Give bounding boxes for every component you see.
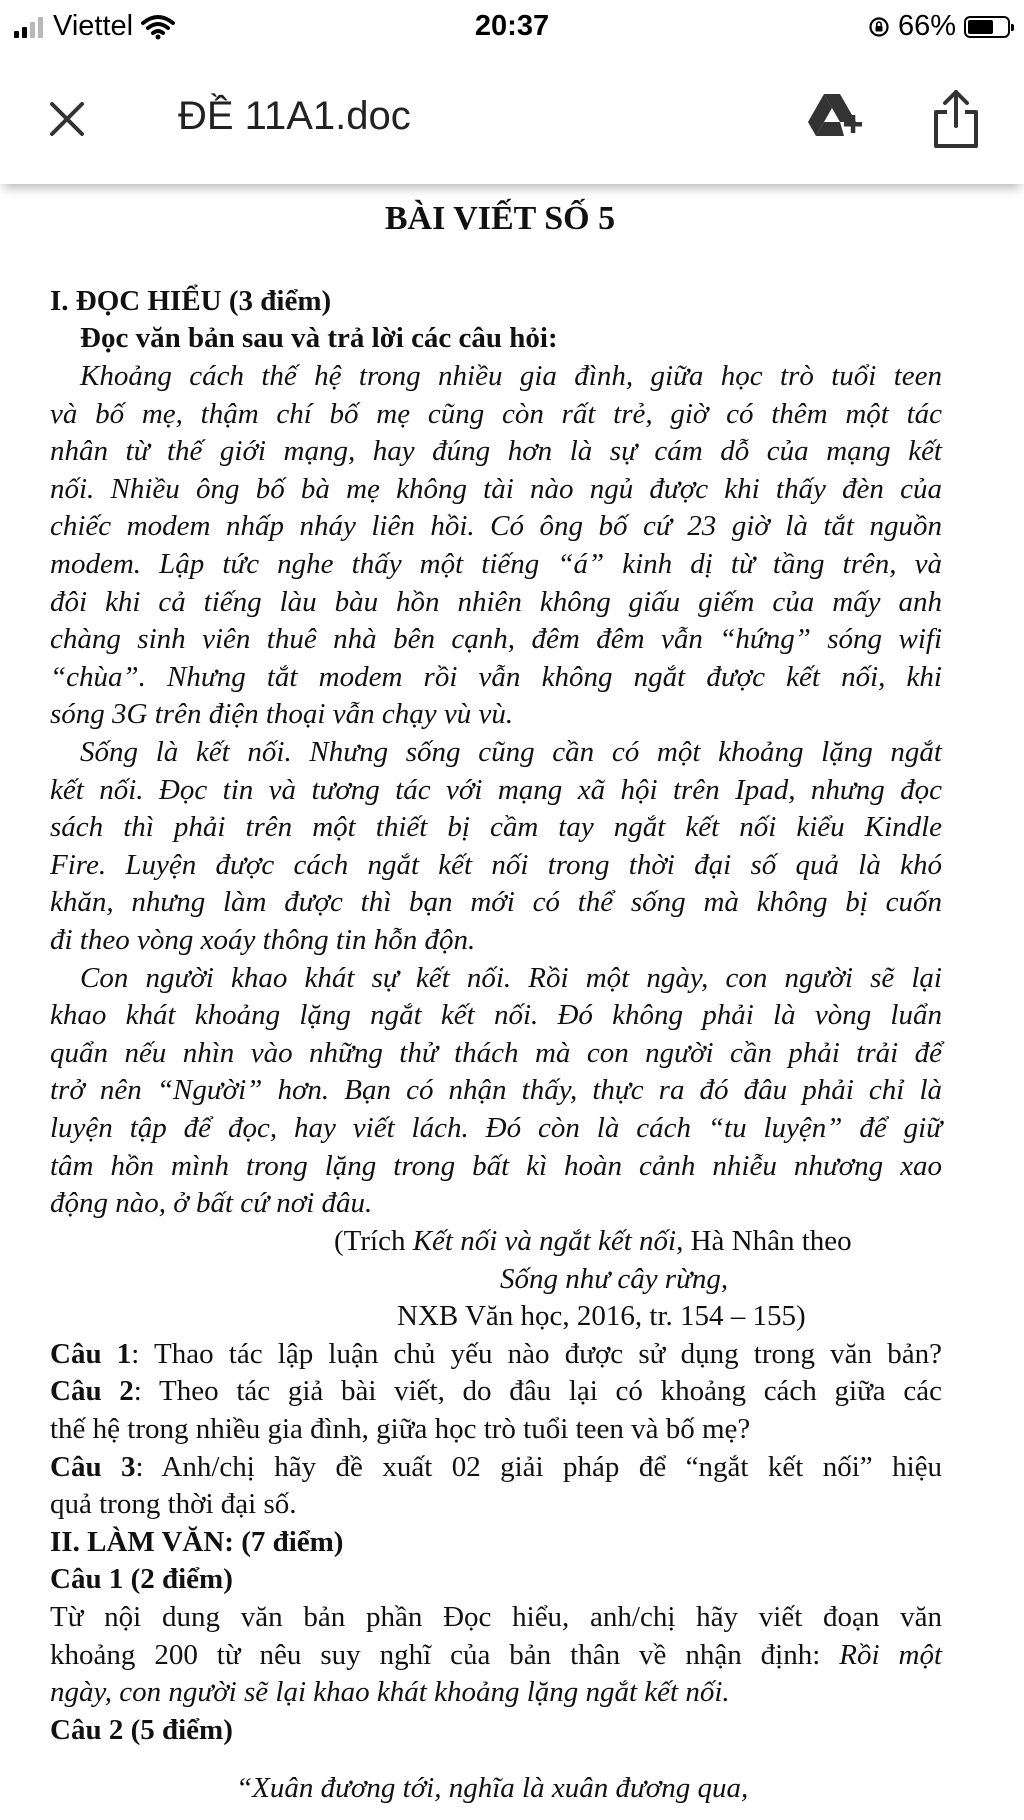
question-2: Câu 2: Theo tác giả bài viết, do đâu lại có khoảng cách giữa các (50, 1375, 942, 1407)
document-title: ĐỀ 11A1.doc (178, 94, 411, 138)
passage-line: nhân từ thế giới mạng, hay đúng hơn là sự cám dỗ của mạng kết (50, 435, 942, 467)
passage-line: nối. Nhiều ông bố bà mẹ không tài nào ngủ được khi thấy đèn của (50, 473, 942, 505)
question-2-cont: thế hệ trong nhiều gia đình, giữa học trò tuổi teen và bố mẹ? (50, 1413, 751, 1445)
battery-fill (968, 20, 993, 34)
passage-line: Con người khao khát sự kết nối. Rồi một ngày, con người sẽ lại (80, 962, 942, 994)
passage-line: khao khát khoảng lặng ngắt kết nối. Đó không phải là vòng luẩn (50, 999, 942, 1031)
task-1-line: ngày, con người sẽ lại khao khát khoảng lặng ngắt kết nối. (50, 1676, 730, 1708)
citation-line: (Trích Kết nối và ngắt kết nối, Hà Nhân theo (334, 1225, 852, 1257)
task-1-line: khoảng 200 từ nêu suy nghĩ của bản thân về nhận định: Rồi một (50, 1639, 942, 1671)
passage-line: modem. Lập tức nghe thấy một tiếng “á” kinh dị từ tầng trên, và (50, 548, 942, 580)
status-right (868, 10, 1010, 43)
passage-line: Fire. Luyện được cách ngắt kết nối trong thời đại số quả là khó (50, 849, 942, 881)
passage-line: quẩn nếu nhìn vào những thử thách mà con người cần phải trải để (50, 1037, 942, 1069)
citation-publisher: NXB Văn học, 2016, tr. 154 – 155) (397, 1300, 806, 1332)
passage-line: luyện tập để đọc, hay viết lách. Đó còn là cách “tu luyện” để giữ (50, 1112, 942, 1144)
passage-line: đôi khi cả tiếng làu bàu hồn nhiên không giấu giếm của mấy anh (50, 586, 942, 618)
passage-line: chàng sinh viên thuê nhà bên cạnh, đêm đêm vẫn “hứng” sóng wifi (50, 623, 942, 655)
passage-line: sách thì phải trên một thiết bị cầm tay ngắt kết nối kiểu Kindle (50, 811, 942, 843)
question-1: Câu 1: Thao tác lập luận chủ yếu nào được sử dụng trong văn bản? (50, 1338, 942, 1370)
task-1-line: Từ nội dung văn bản phần Đọc hiểu, anh/chị hãy viết đoạn văn (50, 1601, 942, 1633)
passage-line: kết nối. Đọc tin và tương tác với mạng xã hội trên Ipad, nhưng đọc (50, 774, 942, 806)
task-2-title: Câu 2 (5 điểm) (50, 1714, 233, 1746)
passage-line: chiếc modem nhấp nháy liên hồi. Có ông bố cứ 23 giờ là tắt nguồn (50, 510, 942, 542)
section-2-title: II. LÀM VĂN: (7 điểm) (50, 1526, 344, 1558)
carrier-name: Viettel (53, 10, 134, 42)
passage-line: đi theo vòng xoáy thông tin hỗn độn. (50, 924, 476, 956)
passage-line: và bố mẹ, thậm chí bố mẹ cũng còn rất trẻ, giờ có thêm một tác (50, 398, 942, 430)
clock: 20:37 (474, 10, 550, 42)
drive-add-icon[interactable] (804, 88, 864, 148)
poem-line: “Xuân đương tới, nghĩa là xuân đương qua, (236, 1772, 749, 1804)
question-3: Câu 3: Anh/chị hãy đề xuất 02 giải pháp để “ngắt kết nối” hiệu (50, 1451, 942, 1483)
task-1-title: Câu 1 (2 điểm) (50, 1563, 233, 1595)
passage-line: trở nên “Người” hơn. Bạn có nhận thấy, thực ra đó đâu phải chỉ là (50, 1074, 942, 1106)
citation-book: Sống như cây rừng, (500, 1263, 729, 1295)
battery-percent: 66% (897, 10, 956, 42)
rotation-lock-icon (868, 16, 890, 38)
passage-line: khăn, nhưng làm được thì bạn mới có thể sống mà không bị cuốn (50, 886, 942, 918)
passage-line: Khoảng cách thế hệ trong nhiều gia đình, giữa học trò tuổi teen (80, 360, 942, 392)
instruction-text: Đọc văn bản sau và trả lời các câu hỏi: (80, 322, 558, 354)
passage-line: tâm hồn mình trong lặng trong bất kì hoàn cảnh nhiễu nhương xao (50, 1150, 942, 1182)
document-heading: BÀI VIẾT SỐ 5 (384, 200, 616, 237)
passage-line: động nào, ở bất cứ nơi đâu. (50, 1187, 373, 1219)
section-title: I. ĐỌC HIỂU (3 điểm) (50, 285, 332, 317)
share-icon[interactable] (928, 88, 984, 150)
passage-line: “chùa”. Nhưng tắt modem rồi vẫn không ngắt được kết nối, khi (50, 661, 942, 693)
close-icon[interactable] (42, 94, 92, 144)
document-page (0, 190, 1024, 1820)
app-header (0, 56, 1024, 184)
status-bar (0, 0, 1024, 54)
citation-work: Kết nối và ngắt kết nối (412, 1225, 677, 1257)
question-3-cont: quả trong thời đại số. (50, 1488, 297, 1520)
battery-icon (964, 16, 1010, 38)
passage-line: Sống là kết nối. Nhưng sống cũng cần có một khoảng lặng ngắt (80, 736, 942, 768)
passage-line: sóng 3G trên điện thoại vẫn chạy vù vù. (50, 698, 514, 730)
